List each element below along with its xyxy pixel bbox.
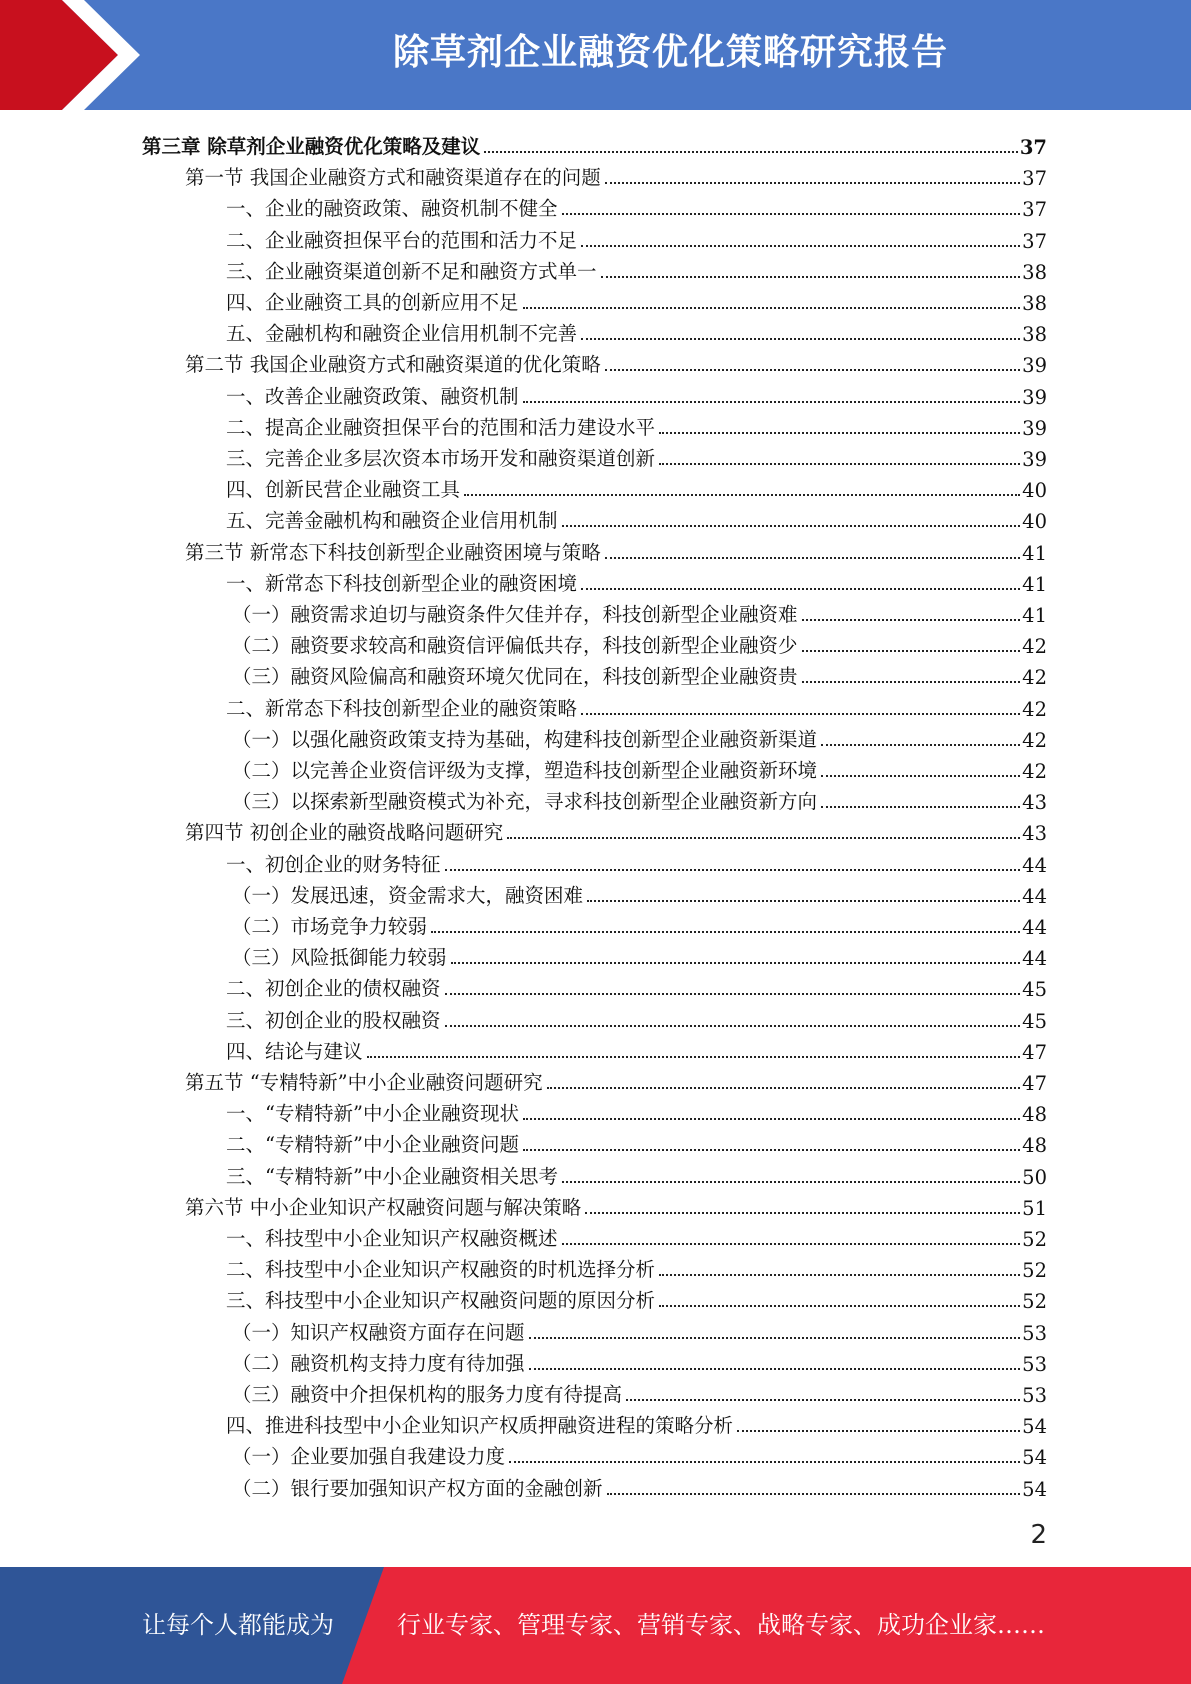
- toc-entry-title: 三、初创企业的股权融资: [226, 1008, 441, 1032]
- toc-entry-title: 一、改善企业融资政策、融资机制: [226, 384, 519, 408]
- toc-leader-dots: [821, 805, 1020, 808]
- toc-entry-title: 四、结论与建议: [226, 1039, 363, 1063]
- toc-entry-page: 37: [1022, 198, 1047, 222]
- page-footer: [0, 1567, 1191, 1684]
- toc-entry-title: 三、科技型中小企业知识产权融资问题的原因分析: [226, 1289, 656, 1313]
- toc-leader-dots: [445, 992, 1021, 995]
- toc-entry[interactable]: [232, 783, 1047, 814]
- footer-slogan-left: 让每个人都能成为: [142, 1611, 334, 1639]
- toc-entry[interactable]: [226, 378, 1047, 409]
- toc-leader-dots: [607, 1492, 1021, 1495]
- toc-entry[interactable]: [226, 409, 1047, 440]
- toc-entry-title: 四、创新民营企业融资工具: [226, 478, 461, 502]
- toc-entry[interactable]: [226, 315, 1047, 346]
- toc-leader-dots: [581, 587, 1020, 590]
- toc-leader-dots: [626, 1398, 1020, 1401]
- toc-leader-dots: [509, 1460, 1020, 1463]
- toc-entry-title: 二、企业融资担保平台的范围和活力不足: [226, 228, 578, 252]
- toc-leader-dots: [464, 493, 1020, 496]
- toc-entry-title: 二、新常态下科技创新型企业的融资策略: [226, 696, 578, 720]
- toc-entry[interactable]: [185, 159, 1047, 190]
- toc-entry[interactable]: [226, 846, 1047, 877]
- report-title: 除草剂企业融资优化策略研究报告: [392, 32, 948, 73]
- toc-entry-title: 第四节 初创企业的融资战略问题研究: [185, 821, 504, 845]
- toc-entry-page: 42: [1022, 697, 1047, 721]
- toc-entry-title: 三、企业融资渠道创新不足和融资方式单一: [226, 259, 597, 283]
- toc-leader-dots: [562, 1242, 1021, 1245]
- toc-entry-title: 一、企业的融资政策、融资机制不健全: [226, 197, 558, 221]
- toc-entry-page: 42: [1022, 635, 1047, 659]
- toc-leader-dots: [523, 1117, 1020, 1120]
- toc-entry-page: 39: [1022, 448, 1047, 471]
- toc-entry[interactable]: [232, 1345, 1047, 1376]
- toc-entry-page: 48: [1022, 1134, 1047, 1158]
- toc-entry-page: 48: [1022, 1103, 1047, 1127]
- toc-entry-title: 五、完善金融机构和融资企业信用机制: [226, 509, 558, 533]
- toc-entry-page: 44: [1022, 884, 1047, 908]
- toc-entry[interactable]: [232, 1314, 1047, 1345]
- toc-leader-dots: [547, 1086, 1021, 1089]
- toc-entry-page: 53: [1022, 1384, 1047, 1407]
- toc-entry-page: 42: [1022, 728, 1047, 752]
- toc-leader-dots: [507, 836, 1020, 839]
- toc-entry-page: 38: [1022, 323, 1047, 347]
- toc-entry-page: 37: [1022, 229, 1047, 253]
- toc-entry-page: 41: [1022, 541, 1047, 565]
- toc-entry[interactable]: [226, 970, 1047, 1001]
- toc-entry-title: 四、企业融资工具的创新应用不足: [226, 291, 519, 314]
- toc-entry-page: 54: [1022, 1415, 1047, 1439]
- toc-entry[interactable]: [185, 814, 1047, 845]
- toc-entry-title: 第三节 新常态下科技创新型企业融资困境与策略: [185, 540, 601, 564]
- toc-entry[interactable]: [226, 1220, 1047, 1251]
- toc-entry[interactable]: [185, 346, 1047, 377]
- toc-entry-title: 一、初创企业的财务特征: [226, 852, 441, 876]
- toc-leader-dots: [523, 306, 1021, 309]
- toc-entry-page: 52: [1022, 1228, 1047, 1251]
- toc-entry[interactable]: [226, 502, 1047, 533]
- toc-leader-dots: [562, 1180, 1020, 1183]
- page-number: 2: [1030, 1520, 1047, 1550]
- toc-entry-page: 50: [1022, 1165, 1047, 1189]
- toc-entry[interactable]: [226, 1407, 1047, 1438]
- toc-entry-title: （一）企业要加强自我建设力度: [232, 1445, 506, 1469]
- toc-entry[interactable]: [226, 284, 1047, 315]
- toc-entry-page: 42: [1022, 760, 1047, 783]
- toc-entry-title: （二）融资要求较高和融资信评偏低共存，科技创新型企业融资少: [232, 634, 798, 658]
- toc-leader-dots: [581, 244, 1020, 247]
- footer-slogan-right: 行业专家、管理专家、营销专家、战略专家、成功企业家……: [397, 1611, 1045, 1639]
- toc-entry-title: （三）融资中介担保机构的服务力度有待提高: [232, 1383, 623, 1406]
- toc-entry-title: 二、初创企业的债权融资: [226, 977, 441, 1001]
- toc-leader-dots: [585, 1211, 1020, 1214]
- toc-entry-title: 五、金融机构和融资企业信用机制不完善: [226, 322, 578, 346]
- toc-entry-page: 43: [1022, 822, 1047, 846]
- toc-entry-title: （二）融资机构支持力度有待加强: [232, 1351, 525, 1375]
- toc-entry[interactable]: [185, 1189, 1047, 1220]
- toc-entry-page: 37: [1019, 136, 1047, 159]
- toc-leader-dots: [587, 899, 1020, 902]
- toc-leader-dots: [581, 337, 1020, 340]
- toc-leader-dots: [821, 774, 1020, 777]
- toc-entry[interactable]: [232, 1470, 1047, 1501]
- toc-leader-dots: [529, 1336, 1021, 1339]
- toc-leader-dots: [523, 400, 1021, 403]
- toc-entry[interactable]: [226, 1251, 1047, 1282]
- toc-leader-dots: [529, 1367, 1021, 1370]
- toc-entry[interactable]: [226, 690, 1047, 721]
- toc-entry-title: 第六节 中小企业知识产权融资问题与解决策略: [185, 1195, 582, 1219]
- toc-entry-page: 40: [1022, 510, 1047, 534]
- toc-entry-title: 一、新常态下科技创新型企业的融资困境: [226, 571, 578, 595]
- toc-entry[interactable]: [232, 627, 1047, 658]
- toc-entry[interactable]: [226, 1002, 1047, 1033]
- toc-entry-page: 52: [1022, 1259, 1047, 1283]
- toc-entry-title: 第二节 我国企业融资方式和融资渠道的优化策略: [185, 353, 601, 377]
- toc-leader-dots: [605, 181, 1020, 184]
- toc-entry-title: 二、提高企业融资担保平台的范围和活力建设水平: [226, 415, 656, 439]
- toc-entry-page: 51: [1022, 1196, 1047, 1220]
- toc-leader-dots: [581, 712, 1020, 715]
- toc-entry-page: 45: [1022, 978, 1047, 1002]
- toc-entry[interactable]: [226, 1095, 1047, 1126]
- toc-entry[interactable]: [232, 658, 1047, 689]
- toc-entry-title: 二、科技型中小企业知识产权融资的时机选择分析: [226, 1258, 656, 1282]
- toc-entry-title: （三）融资风险偏高和融资环境欠优同在，科技创新型企业融资贵: [232, 665, 798, 689]
- toc-entry-page: 38: [1022, 292, 1047, 315]
- toc-entry[interactable]: [226, 1126, 1047, 1157]
- toc-leader-dots: [802, 649, 1021, 652]
- toc-entry-page: 44: [1022, 916, 1047, 939]
- toc-entry-page: 52: [1022, 1290, 1047, 1314]
- toc-leader-dots: [451, 961, 1021, 964]
- toc-leader-dots: [802, 618, 1021, 621]
- toc-leader-dots: [659, 462, 1020, 465]
- toc-entry-title: 四、推进科技型中小企业知识产权质押融资进程的策略分析: [226, 1414, 734, 1438]
- toc-entry-title: 第五节 “专精特新”中小企业融资问题研究: [185, 1071, 543, 1094]
- toc-entry-page: 54: [1022, 1477, 1047, 1501]
- toc-leader-dots: [802, 680, 1021, 683]
- toc-leader-dots: [821, 743, 1020, 746]
- toc-entry-page: 47: [1022, 1072, 1047, 1095]
- toc-entry-title: 第三章 除草剂企业融资优化策略及建议: [142, 135, 481, 158]
- toc-entry[interactable]: [226, 190, 1047, 221]
- toc-entry-title: 第一节 我国企业融资方式和融资渠道存在的问题: [185, 166, 601, 190]
- toc-leader-dots: [601, 275, 1021, 278]
- toc-entry[interactable]: [226, 1033, 1047, 1064]
- toc-entry-page: 38: [1022, 260, 1047, 284]
- toc-entry-title: （二）市场竞争力较弱: [232, 915, 428, 938]
- toc-entry[interactable]: [226, 1158, 1047, 1189]
- toc-entry[interactable]: [232, 939, 1047, 970]
- toc-entry-page: 53: [1022, 1321, 1047, 1345]
- toc-entry-title: （一）发展迅速，资金需求大，融资困难: [232, 883, 584, 907]
- toc-entry-title: （一）知识产权融资方面存在问题: [232, 1320, 525, 1344]
- toc-entry-page: 39: [1022, 416, 1047, 440]
- toc-entry-page: 41: [1022, 604, 1047, 627]
- toc-entry[interactable]: [232, 1376, 1047, 1407]
- toc-leader-dots: [562, 524, 1021, 527]
- toc-entry-page: 39: [1022, 354, 1047, 378]
- toc-entry[interactable]: [232, 908, 1047, 939]
- toc-entry[interactable]: [226, 471, 1047, 502]
- toc-entry[interactable]: [226, 253, 1047, 284]
- toc-entry-page: 37: [1022, 167, 1047, 191]
- toc-entry-title: （一）融资需求迫切与融资条件欠佳并存，科技创新型企业融资难: [232, 603, 798, 626]
- toc-leader-dots: [605, 556, 1020, 559]
- toc-entry-page: 42: [1022, 666, 1047, 690]
- toc-entry[interactable]: [232, 877, 1047, 908]
- toc-entry-page: 39: [1022, 385, 1047, 409]
- toc-entry-title: 三、“专精特新”中小企业融资相关思考: [226, 1164, 558, 1188]
- toc-leader-dots: [659, 431, 1020, 434]
- toc-leader-dots: [737, 1429, 1020, 1432]
- toc-entry-title: （二）以完善企业资信评级为支撑，塑造科技创新型企业融资新环境: [232, 759, 818, 782]
- toc-leader-dots: [562, 212, 1021, 215]
- toc-leader-dots: [431, 930, 1020, 933]
- toc-entry-page: 40: [1022, 479, 1047, 503]
- toc-entry[interactable]: [232, 752, 1047, 783]
- page-header: [0, 0, 1191, 110]
- toc-leader-dots: [445, 868, 1021, 871]
- toc-leader-dots: [659, 1273, 1020, 1276]
- toc-entry[interactable]: [185, 1064, 1047, 1095]
- toc-entry-page: 54: [1022, 1446, 1047, 1470]
- toc-entry[interactable]: [226, 222, 1047, 253]
- toc-entry[interactable]: [226, 1282, 1047, 1313]
- toc-entry-title: 二、“专精特新”中小企业融资问题: [226, 1133, 519, 1157]
- toc-leader-dots: [367, 1055, 1021, 1058]
- toc-entry-page: 45: [1022, 1009, 1047, 1033]
- toc-entry-title: 一、科技型中小企业知识产权融资概述: [226, 1227, 558, 1250]
- toc-entry[interactable]: [142, 128, 1047, 159]
- toc-entry[interactable]: [232, 596, 1047, 627]
- toc-entry-title: （三）以探索新型融资模式为补充，寻求科技创新型企业融资新方向: [232, 790, 818, 814]
- toc-entry[interactable]: [232, 721, 1047, 752]
- toc-entry[interactable]: [226, 565, 1047, 596]
- toc-leader-dots: [659, 1304, 1020, 1307]
- toc-entry[interactable]: [185, 534, 1047, 565]
- toc-leader-dots: [523, 1148, 1020, 1151]
- toc-entry-title: （一）以强化融资政策支持为基础，构建科技创新型企业融资新渠道: [232, 727, 818, 751]
- toc-entry-page: 47: [1022, 1040, 1047, 1064]
- toc-entry-page: 44: [1022, 947, 1047, 971]
- toc-entry-title: 一、“专精特新”中小企业融资现状: [226, 1102, 519, 1126]
- toc-leader-dots: [445, 1024, 1021, 1027]
- toc-entry-page: 41: [1022, 572, 1047, 596]
- toc-entry-page: 43: [1022, 791, 1047, 815]
- toc-entry[interactable]: [232, 1438, 1047, 1469]
- toc-entry-page: 44: [1022, 853, 1047, 877]
- header-chevron-decoration: [0, 0, 150, 110]
- toc-entry-title: （二）银行要加强知识产权方面的金融创新: [232, 1476, 603, 1500]
- toc-entry-title: 三、完善企业多层次资本市场开发和融资渠道创新: [226, 447, 656, 470]
- toc-leader-dots: [605, 368, 1020, 371]
- toc-leader-dots: [484, 150, 1018, 153]
- toc-entry-title: （三）风险抵御能力较弱: [232, 946, 447, 970]
- toc-entry[interactable]: [226, 440, 1047, 471]
- toc-entry-page: 53: [1022, 1352, 1047, 1376]
